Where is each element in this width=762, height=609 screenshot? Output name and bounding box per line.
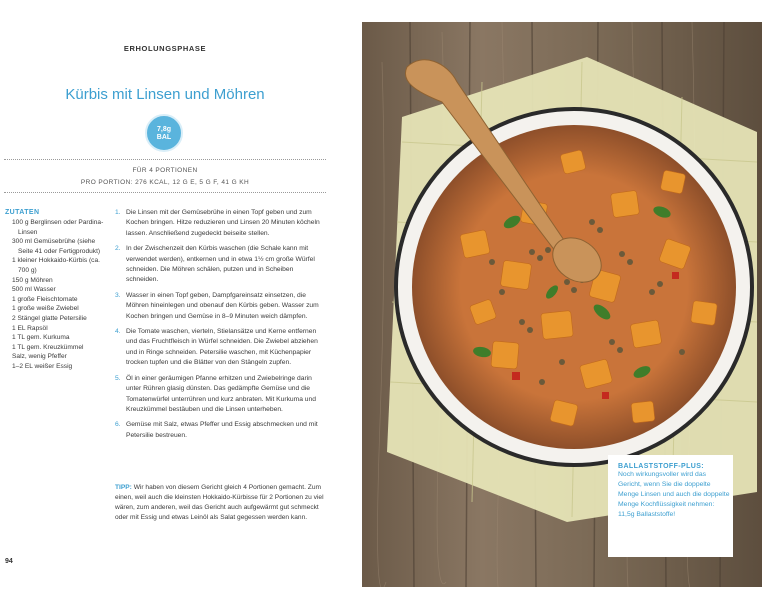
- step-number: 3.: [115, 291, 121, 299]
- step-number: 5.: [115, 374, 121, 382]
- tip-text: Wir haben von diesem Gericht gleich 4 Portionen gemacht. Zum einen, weil auch die kleinsten Hokkaido-Kürbisse für 2 Portionen zu viel wären, zum anderen, weil das Gericht auch aufgewärmt gut schmeckt oder mit Essig und etwas Leinöl als Salat gegessen werden kann.: [115, 484, 324, 521]
- ingredient-item: 1 kleiner Hokkaido-Kürbis (ca. 700 g): [12, 257, 100, 274]
- recipe-step: [115, 374, 327, 416]
- recipe-step: [115, 208, 327, 239]
- ingredients-heading: ZUTATEN: [5, 209, 40, 216]
- steps-list: [115, 208, 327, 446]
- step-text: Die Tomate waschen, vierteln, Stielansätze und Kerne entfernen und das Fruchtfleisch in Würfel schneiden. Die Zwiebel abziehen und in Ringe schneiden. Petersilie waschen, mit Küchenpapier trocken tupfen und die Blätter von den Stängeln zupfen.: [126, 328, 318, 367]
- step-text: Öl in einer geräumigen Pfanne erhitzen und Zwiebelringe darin unter Rühren glasig dünsten. Das gedämpfte Gemüse und die Tomatenwürfel unterrühren und kurz anbraten. Mit Kurkuma und Kreuzkümmel bestäuben und die Linsen unterheben.: [126, 374, 316, 413]
- step-text: Die Linsen mit der Gemüsebrühe in einen Topf geben und zum Kochen bringen. Hitze reduzieren und Linsen 20 Minuten köcheln lassen. Anschließend zugedeckt beiseite stellen.: [126, 209, 320, 237]
- ingredient-item: 2 Stängel glatte Petersilie: [12, 314, 87, 322]
- ingredient-item: 1 TL gem. Kurkuma: [12, 334, 70, 342]
- portion-info: [0, 165, 330, 189]
- recipe-step: [115, 291, 327, 322]
- ingredients-list: [12, 218, 107, 372]
- ingredient-item: 1–2 EL weißer Essig: [12, 362, 73, 370]
- divider-bottom: [4, 192, 326, 193]
- fiber-plus-heading: BALLASTSTOFF-PLUS:: [618, 463, 705, 470]
- divider-top: [4, 159, 326, 160]
- fiber-badge-value: 7,8g: [156, 126, 171, 133]
- ingredient-item: 500 ml Wasser: [12, 286, 56, 294]
- step-text: Wasser in einen Topf geben, Dampfgareinsatz einsetzen, die Möhren hineinlegen und obenauf den Kürbis geben. Wasser zum Kochen bringen und Gemüse in 8–9 Minuten weich dämpfen.: [126, 291, 319, 320]
- step-text: In der Zwischenzeit den Kürbis waschen (die Schale kann mit verwendet werden), entkernen und in etwa 1½ cm große Würfel schneiden. Die Möhren schälen, putzen und in Scheiben schneiden.: [126, 245, 315, 284]
- portions-line: FÜR 4 PORTIONEN: [132, 167, 198, 174]
- tip-box: [115, 483, 327, 523]
- ingredient-item: 300 ml Gemüsebrühe (siehe Seite 41 oder Fertigprodukt): [12, 238, 101, 255]
- section-heading: ERHOLUNGSPHASE: [123, 44, 207, 53]
- fiber-plus-text: Noch wirkungsvoller wird das Gericht, wenn Sie die doppelte Menge Linsen und auch die doppelte Menge Kochflüssigkeit nehmen: 11,5g Ballaststoffe!: [618, 471, 730, 518]
- nutrition-line: PRO PORTION: 276 KCAL, 12 G E, 5 G F, 41 G KH: [80, 179, 250, 186]
- step-number: 6.: [115, 421, 121, 429]
- fiber-plus-box: [608, 455, 733, 557]
- left-page: [0, 0, 362, 609]
- ingredient-item: 1 TL gem. Kreuzkümmel: [12, 343, 84, 351]
- ingredient-item: 1 EL Rapsöl: [12, 324, 48, 332]
- step-text: Gemüse mit Salz, etwas Pfeffer und Essig abschmecken und mit Petersilie bestreuen.: [126, 421, 318, 439]
- tip-label: TIPP:: [115, 484, 132, 491]
- fiber-badge: [145, 114, 183, 152]
- step-number: 4.: [115, 328, 121, 336]
- recipe-step: [115, 244, 327, 286]
- ingredient-item: Salz, wenig Pfeffer: [12, 353, 67, 361]
- recipe-step: [115, 327, 327, 369]
- recipe-title: Kürbis mit Linsen und Möhren: [65, 86, 265, 103]
- step-number: 1.: [115, 209, 121, 216]
- page-number: 94: [5, 558, 13, 565]
- recipe-step: [115, 420, 327, 441]
- fiber-badge-unit: BAL: [156, 134, 172, 141]
- ingredient-item: 100 g Berglinsen oder Pardina-Linsen: [12, 219, 104, 236]
- ingredient-item: 1 große Fleischtomate: [12, 295, 78, 303]
- step-number: 2.: [115, 245, 121, 253]
- ingredient-item: 150 g Möhren: [12, 276, 53, 284]
- ingredient-item: 1 große weiße Zwiebel: [12, 305, 79, 313]
